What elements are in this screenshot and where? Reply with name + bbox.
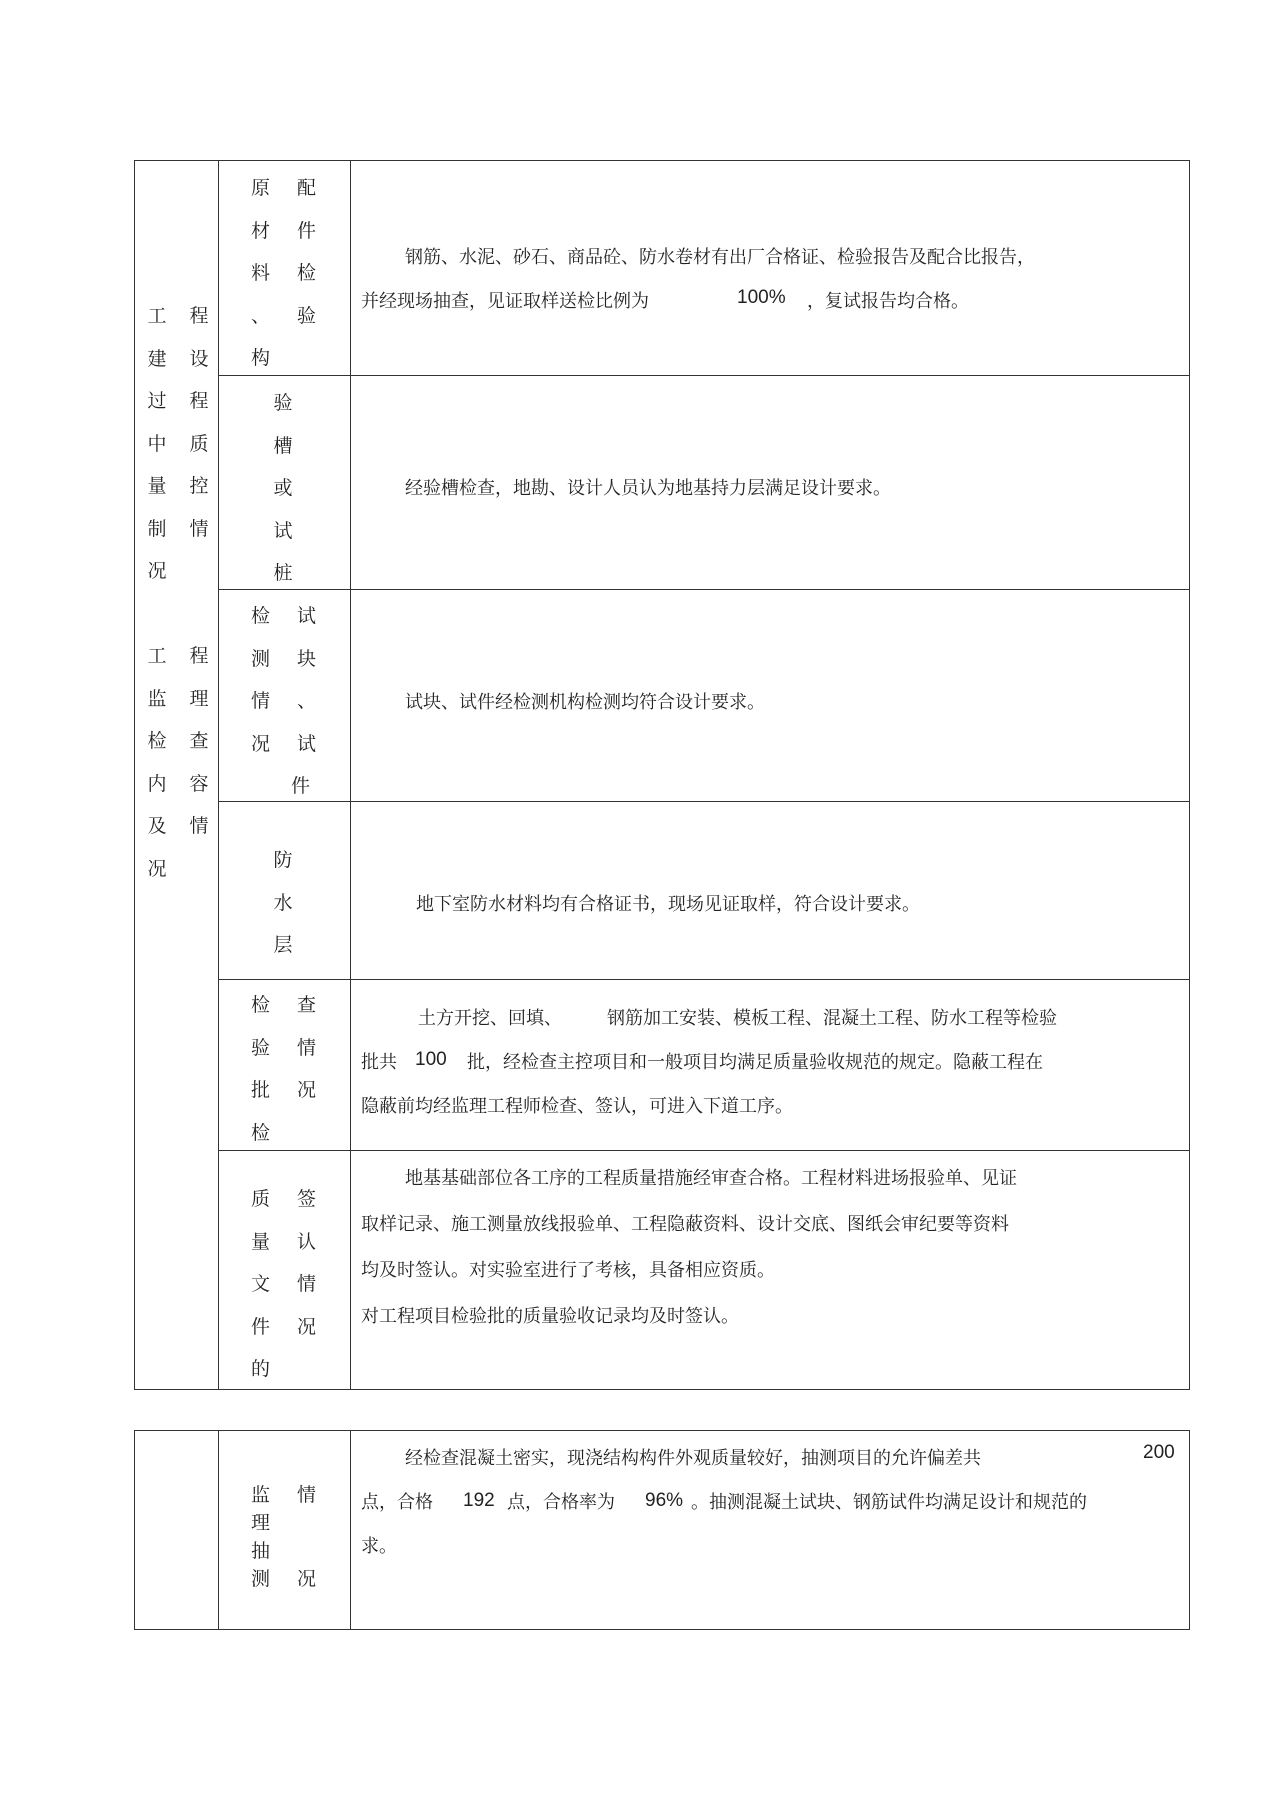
row-divider [218, 979, 1189, 980]
row-content-inspection-batch: 土方开挖、回填、 钢筋加工安装、模板工程、混凝土工程、防水工程等检验 批共 100 批，经检查主控项目和一般项目均满足质量验收规范的规定。隐蔽工程在 隐蔽前均经监理工程师检查、签认，可进入下道工序。 [361, 1008, 1057, 1117]
column-divider [218, 1431, 219, 1629]
row-content-signoff: 地基基础部位各工序的工程质量措施经审查合格。工程材料进场报验单、见证 取样记录、施工测量放线报验单、工程隐蔽资料、设计交底、图纸会审纪要等资料 均及时签认。对实验室进行了考核，具备相应资质。 对工程项目检验批的质量验收记录均及时签认。 [361, 1168, 1017, 1327]
row-content-waterproof: 地下室防水材料均有合格证书，现场见证取样，符合设计要求。 [416, 894, 920, 915]
row-label-testing: 检 试 测 块 情 、 况 试 件 [251, 605, 317, 797]
inspection-table-main: 工 建 过 中 量 制 况 工 监 检 内 及 况 程 设 程 质 控 情 程 理 查 容 情 原 配 材 件 料 检 、 验 构 钢筋、水泥、砂石、商品砼、防水卷材有出厂合格证、检验报告及配合比报告， 并经现场抽查，见证取样送检比例为 100% ，复试报告均合格。 验 槽 或 试 桩 经验槽检查，地勘、设计人员认为地基持力层满足设计要求。 检 试 测 块 情 、 况 试 件 试块、试件经检测机构检测均符合设计要求。 防 水 层 地下室防水材料均有合格证书，现场见证取样，符合设计要求。 检 查 验 情 批 况 检 土方开挖、回填、 钢筋加工安装、模板工程、混凝土工程、防水工程等检验 批共 100 批，经检查主控项目和一般项目均满足质量验收规范的规定。隐蔽工程在 隐蔽前均经监理工程师检查、签认，可进入下道工序。 质 签 量 认 文 情 件 况 的 地基基础部位各工序的工程质量措施经审查合格。工程材料进场报验单、见证 取样记录、施工测量放线报验单、工程隐蔽资料、设计交底、图纸会审纪要等资料 均及时签认。对实验室进行了考核，具备相应资质。 对工程项目检验批的质量验收记录均及时签认。 [134, 160, 1190, 1390]
column-divider [218, 161, 219, 1389]
row-content-testing: 试块、试件经检测机构检测均符合设计要求。 [405, 692, 765, 713]
row-divider [218, 1150, 1189, 1151]
row-label-inspection-batch: 检 查 验 情 批 况 检 [251, 994, 317, 1144]
column-divider [350, 1431, 351, 1629]
inspection-table-spot-check [134, 1430, 1190, 1630]
row-content-materials: 钢筋、水泥、砂石、商品砼、防水卷材有出厂合格证、检验报告及配合比报告， 并经现场抽查，见证取样送检比例为 100% ，复试报告均合格。 [361, 247, 1035, 312]
row-divider [218, 589, 1189, 590]
row-label-waterproof: 防 水 层 [273, 849, 293, 956]
row-label-trench: 验 槽 或 试 桩 [273, 392, 293, 584]
row-label-materials: 原 配 材 件 料 检 、 验 构 [251, 177, 317, 369]
column-divider [350, 161, 351, 1389]
row-divider [218, 375, 1189, 376]
row-label-signoff: 质 签 量 认 文 情 件 况 的 [251, 1188, 317, 1380]
row-content-trench: 经验槽检查，地勘、设计人员认为地基持力层满足设计要求。 [405, 478, 891, 499]
row-label-spot-check: 监 情 理 抽 测 况 [251, 1484, 317, 1590]
row-divider [218, 801, 1189, 802]
row-content-spot-check: 经检查混凝土密实，现浇结构构件外观质量较好，抽测项目的允许偏差共 200 点，合格 192 点，合格率为 96% 。抽测混凝土试块、钢筋试件均满足设计和规范的 求。 [361, 1442, 1175, 1557]
